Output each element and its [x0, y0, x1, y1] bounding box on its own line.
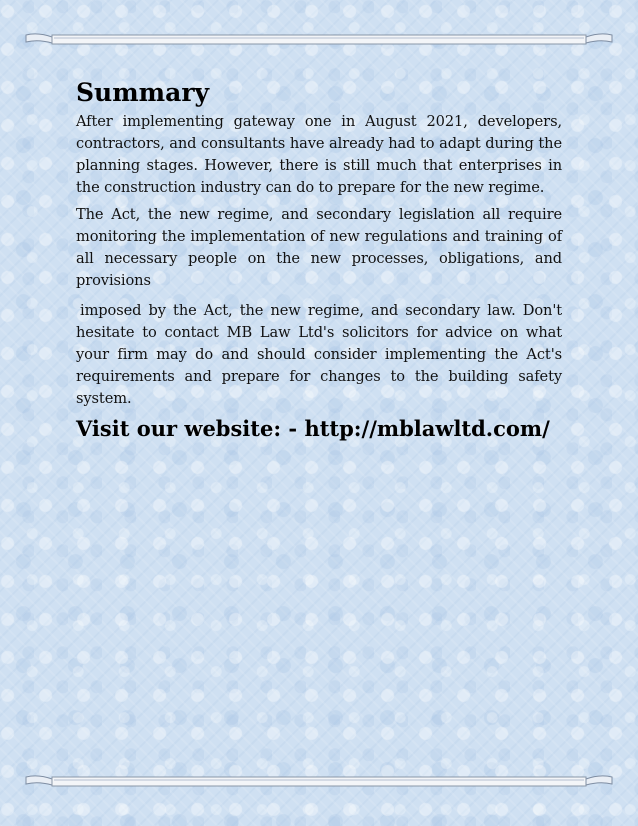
bottom-scroll-border	[24, 773, 614, 789]
summary-heading: Summary	[76, 78, 210, 107]
website-line	[76, 415, 562, 443]
website-label: Visit our website: -	[76, 416, 305, 441]
paragraph-1: After implementing gateway one in August 2021, developers, contractors, and consultants have already had to adapt during the planning stages. However, there is still much that enterprises in the construction industry can do to prepare for the new regime.	[76, 113, 562, 196]
paragraph-3: imposed by the Act, the new regime, and secondary law. Don't hesitate to contact MB Law Ltd's solicitors for advice on what your firm may do and should consider implementing the Act's requirements and prepare for changes to the building safety system.	[76, 302, 562, 407]
top-scroll-border	[24, 31, 614, 47]
paragraph-2: The Act, the new regime, and secondary legislation all require monitoring the implementation of new regulations and training of all necessary people on the new processes, obligations, and provisions	[76, 206, 562, 289]
document-body	[76, 78, 562, 443]
website-link[interactable]: http://mblawltd.com/	[304, 416, 550, 441]
